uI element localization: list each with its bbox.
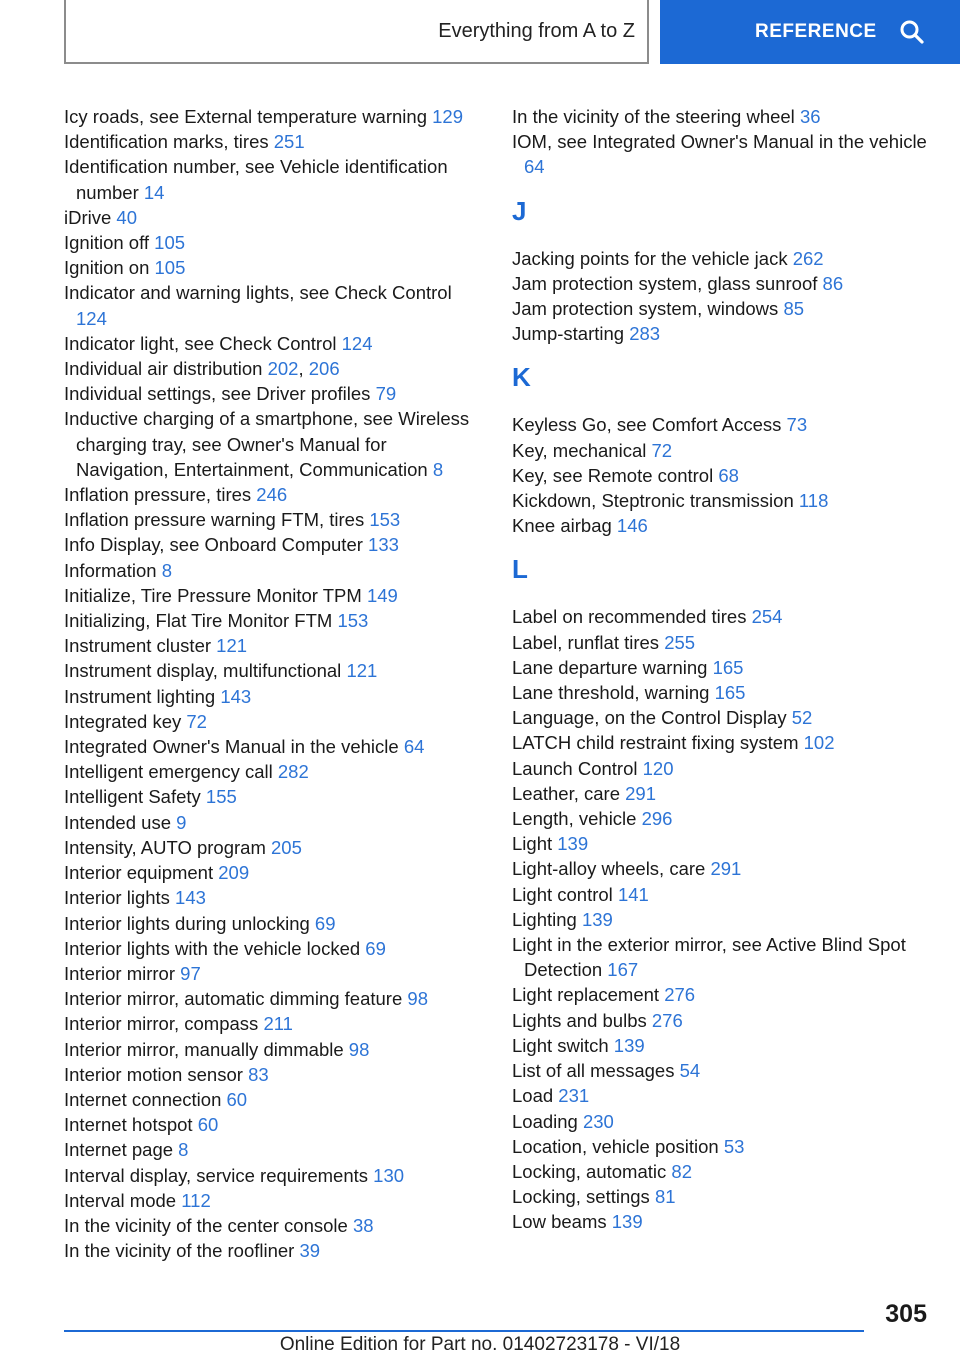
page-link[interactable]: 64 [403,736,425,758]
page-link[interactable]: 81 [654,1186,676,1208]
index-entry [512,513,932,538]
page-link[interactable]: 283 [629,323,661,345]
page-link[interactable]: 82 [671,1160,692,1182]
index-entry [64,558,484,583]
index-letter-heading: J [512,195,527,226]
index-entry [512,680,932,705]
page-link[interactable]: 121 [216,635,248,657]
index-entry [512,1159,932,1184]
chapter-tab[interactable] [660,0,960,64]
index-entry-term: Ignition off [64,232,150,254]
index-entry [512,438,932,463]
index-entry [64,1037,484,1062]
index-entry-term: Keyless Go, see Comfort Access [512,414,782,436]
page-link[interactable]: 98 [407,988,428,1010]
index-entry-term: Leather, care [512,782,620,804]
index-entry [512,655,932,680]
index-entry [64,482,484,507]
index-entry [64,1213,484,1238]
index-entry-term: Lighting [512,908,577,930]
page-link[interactable]: 69 [314,912,336,934]
index-entry-term: List of all messages [512,1060,675,1082]
index-entry-term: Interval mode [64,1189,177,1211]
index-entry [512,129,932,179]
index-entry-term: Integrated key [64,710,182,732]
index-entry-term: Instrument display, multifunctional [64,660,342,682]
index-entry-term: Internet connection [64,1088,222,1110]
index-entry [64,230,484,255]
index-entry-term: Interior lights with the vehicle locked [64,937,361,959]
page-link[interactable]: 53 [723,1135,745,1157]
footer-edition-note: Online Edition for Part no. 01402723178 - VI/18 [279,1334,681,1355]
page-link[interactable]: 54 [679,1060,701,1082]
index-entry-term: Identification number, see Vehicle identification number [64,156,448,203]
page-link[interactable]: 139 [611,1211,643,1233]
index-entry-term: Interior mirror [64,962,176,984]
index-entry-term: Light-alloy wheels, care [512,858,706,880]
section-title-tab [64,0,649,64]
page-link[interactable]: 206 [308,358,340,380]
page-link[interactable]: 36 [799,106,821,127]
page-link[interactable]: 69 [365,937,386,959]
index-entry-term: Individual settings, see Driver profiles [64,383,371,405]
page-link[interactable]: 120 [642,757,674,779]
chapter-label: REFERENCE [755,21,877,42]
index-entry [64,658,484,683]
index-entry-term: Integrated Owner's Manual in the vehicle [64,736,399,758]
index-entry [64,961,484,986]
index-entry [512,856,932,881]
page-link[interactable]: 133 [368,534,399,556]
page-link[interactable]: 282 [277,761,309,783]
page-link[interactable]: 255 [664,631,696,653]
index-entry-term: Lane departure warning [512,656,708,678]
index-entry [512,781,932,806]
index-entry-term: Interior equipment [64,862,214,884]
index-entry-term: Low beams [512,1211,607,1233]
page-link[interactable]: 105 [154,257,186,279]
page-link[interactable]: 205 [271,836,302,858]
index-entry-term: Launch Control [512,757,638,779]
index-entry-term: Interior mirror, compass [64,1013,259,1035]
index-letter-heading: K [512,362,531,393]
index-entry-term: In the vicinity of the steering wheel [512,106,795,127]
page-link[interactable]: 153 [337,610,369,632]
page-link[interactable]: 165 [712,656,744,678]
index-entry [512,1008,932,1033]
page-link[interactable]: 68 [718,464,739,486]
index-entry-term: Internet hotspot [64,1114,193,1136]
index-entry [64,1112,484,1137]
index-entry [512,932,932,982]
index-entry [64,331,484,356]
index-entry [64,860,484,885]
page-link[interactable]: 230 [582,1110,614,1132]
page-link[interactable]: 124 [341,332,373,354]
index-entry [512,488,932,513]
index-entry-term: Key, see Remote control [512,464,714,486]
index-entry [64,784,484,809]
page-link[interactable]: 139 [581,908,613,930]
index-entry [64,154,484,204]
index-entry [512,104,932,129]
page-link[interactable]: 209 [218,862,250,884]
footer-rule [64,1330,864,1332]
page-link[interactable]: 14 [143,181,165,203]
index-entry-term: Interior lights [64,887,170,909]
index-entry [512,1033,932,1058]
page-link[interactable]: 83 [248,1063,269,1085]
page-link[interactable]: 72 [651,439,673,461]
index-entry [64,1163,484,1188]
index-entry-term: Inflation pressure, tires [64,484,252,506]
page-link[interactable]: 141 [617,883,649,905]
index-entry [512,806,932,831]
index-entry [512,1184,932,1209]
index-entry-term: Identification marks, tires [64,131,269,153]
search-icon[interactable] [899,19,925,45]
index-entry-term: iDrive [64,206,112,228]
index-entry-term: Internet page [64,1139,174,1161]
index-entry-term: Information [64,559,157,581]
index-entry-term: In the vicinity of the roofliner [64,1240,295,1262]
index-entry [512,831,932,856]
page-number: 305 [885,1300,927,1328]
index-entry-term: Label on recommended tires [512,606,747,628]
index-entry-term: Interior mirror, automatic dimming feature [64,988,403,1010]
index-entry-term: Language, on the Control Display [512,707,787,729]
index-entry [64,129,484,154]
index-entry [512,882,932,907]
index-entry-term: Key, mechanical [512,439,647,461]
index-entry [512,296,932,321]
index-entry-term: In the vicinity of the center console [64,1214,348,1236]
index-entry [512,1083,932,1108]
index-entry-term: Jacking points for the vehicle jack [512,247,788,269]
page-link[interactable]: 102 [803,732,835,754]
index-entry-term: Locking, automatic [512,1160,667,1182]
page-link[interactable]: 60 [226,1088,248,1110]
page-link[interactable]: 143 [220,685,252,707]
index-entry-term: Label, runflat tires [512,631,660,653]
page-link[interactable]: 64 [524,156,545,178]
index-entry-term: Initialize, Tire Pressure Monitor TPM [64,584,362,606]
index-letter-heading: L [512,554,528,585]
index-entry-term: Light in the exterior mirror, see Active Blind Spot Detection [512,934,906,981]
index-entry-term: Intensity, AUTO program [64,836,266,858]
index-entry [512,730,932,755]
index-entry [512,463,932,488]
page-link[interactable]: 276 [651,1009,683,1031]
index-entry-term: Jam protection system, windows [512,298,779,320]
index-entry [64,1087,484,1112]
index-entry [64,911,484,936]
index-entry [64,583,484,608]
index-entry-term: Length, vehicle [512,808,637,830]
page-link[interactable]: 38 [352,1214,374,1236]
index-entry [64,684,484,709]
index-entry-term: Interior mirror, manually dimmable [64,1038,344,1060]
page-link[interactable]: 130 [373,1164,405,1186]
page-link[interactable]: 146 [616,515,648,537]
index-entry-term: IOM, see Integrated Owner's Manual in the vehicle [512,131,927,153]
page-link[interactable]: 79 [375,383,397,405]
index-entry-term: Interior lights during unlocking [64,912,310,934]
index-column-left [64,104,484,1263]
index-entry [512,412,932,437]
page-link[interactable]: 153 [369,509,401,531]
index-entry-term: Lights and bulbs [512,1009,647,1031]
page-link[interactable]: 276 [664,984,696,1006]
index-entry [512,271,932,296]
index-entry [64,381,484,406]
index-entry-term: Loading [512,1110,578,1132]
page-link[interactable]: 39 [299,1240,321,1262]
page-link[interactable]: 52 [791,707,813,729]
index-entry-term: Interval display, service requirements [64,1164,369,1186]
index-entry-term: Initializing, Flat Tire Monitor FTM [64,610,333,632]
index-entry-term: Indicator and warning lights, see Check Control [64,282,452,304]
page-link[interactable]: 291 [625,782,657,804]
index-entry [64,810,484,835]
index-entry-term: Jam protection system, glass sunroof [512,272,818,294]
index-entry [64,1238,484,1263]
page-link[interactable]: 105 [154,232,186,254]
page-link[interactable]: 8 [432,458,444,480]
index-entry [64,1011,484,1036]
index-entry [64,709,484,734]
index-entry-term: Intended use [64,811,171,833]
index-entry-term: Kickdown, Steptronic transmission [512,490,794,512]
page-link[interactable]: 73 [786,414,808,436]
page-link[interactable]: 60 [197,1114,219,1136]
index-entry [64,633,484,658]
index-entry [64,734,484,759]
index-entry-term: Knee airbag [512,515,612,537]
index-entry-term: Icy roads, see External temperature warning [64,106,427,127]
index-entry [512,1209,932,1234]
index-entry-term: Individual air distribution [64,358,263,380]
page-link[interactable]: 121 [346,660,378,682]
page-link[interactable]: 139 [557,833,589,855]
page-link[interactable]: 139 [613,1034,645,1056]
index-entry [64,1062,484,1087]
page-link[interactable]: 129 [432,106,463,127]
index-entry [64,532,484,557]
index-entry [64,255,484,280]
index-entry [64,1188,484,1213]
page-link[interactable]: 167 [607,959,639,981]
index-entry [64,759,484,784]
index-entry [64,1137,484,1162]
index-entry [512,705,932,730]
index-entry [512,321,932,346]
page-link[interactable]: 231 [558,1085,590,1107]
page-link[interactable]: 291 [710,858,742,880]
index-entry [64,986,484,1011]
index-entry [512,1058,932,1083]
index-entry-term: Lane threshold, warning [512,682,710,704]
page-link[interactable]: 85 [783,298,805,320]
page-link[interactable]: 246 [256,484,288,506]
page-link[interactable]: 124 [76,307,107,329]
index-entry [64,104,484,129]
index-entry [64,835,484,860]
index-entry [512,1109,932,1134]
index-entry-term: Info Display, see Onboard Computer [64,534,363,556]
index-entry-term: Load [512,1085,554,1107]
page-link[interactable]: 149 [366,584,398,606]
index-entry [512,1134,932,1159]
page-link[interactable]: 143 [175,887,206,909]
index-entry [64,507,484,532]
page-link[interactable]: 8 [178,1139,189,1161]
index-entry-term: Interior motion sensor [64,1063,243,1085]
index-entry [64,406,484,482]
index-entry [64,608,484,633]
page-link[interactable]: 118 [798,490,829,512]
index-entry [512,907,932,932]
index-entry-term: Ignition on [64,257,150,279]
page-link[interactable]: 165 [714,682,746,704]
index-entry-term: Jump-starting [512,323,625,345]
index-entry-term: Inflation pressure warning FTM, tires [64,509,365,531]
index-column-right [512,104,932,1235]
page-link[interactable]: 8 [161,559,172,581]
index-entry-term: Indicator light, see Check Control [64,332,337,354]
index-entry [512,604,932,629]
page-link[interactable]: 251 [273,131,305,153]
index-entry-term: Inductive charging of a smartphone, see Wireless charging tray, see Owner's Manual for Navigation, Entertainment, Communication [64,408,470,480]
page-link[interactable]: 112 [181,1189,211,1211]
page-link[interactable]: 98 [348,1038,370,1060]
index-entry [64,936,484,961]
index-entry-term: Light control [512,883,613,905]
page-link[interactable]: 97 [180,962,201,984]
index-entry-term: Locking, settings [512,1186,650,1208]
index-entry-term: Intelligent emergency call [64,761,273,783]
index-entry-term: LATCH child restraint fixing system [512,732,799,754]
page-link[interactable]: 40 [116,206,137,228]
index-entry [512,246,932,271]
index-entry-term: Light [512,833,553,855]
page-link[interactable]: 202 [267,358,299,380]
index-entry-term: Intelligent Safety [64,786,201,808]
index-entry [512,630,932,655]
index-entry-term: Instrument lighting [64,685,216,707]
index-entry [64,885,484,910]
page-link[interactable]: 262 [792,247,824,269]
page-link[interactable]: 155 [205,786,237,808]
page-link[interactable]: 9 [176,811,187,833]
page-link[interactable]: 86 [822,272,844,294]
index-entry [64,280,484,330]
page-link[interactable]: 72 [186,710,207,732]
index-entry-term: Light switch [512,1034,609,1056]
index-entry [512,756,932,781]
index-entry-term: Instrument cluster [64,635,212,657]
index-entry [64,205,484,230]
index-entry-term: Location, vehicle position [512,1135,719,1157]
page-link[interactable]: 211 [263,1013,293,1035]
index-entry [512,982,932,1007]
index-entry-term: Light replacement [512,984,660,1006]
index-entry: Individual air distribution 202, 206 [64,358,340,380]
page-link[interactable]: 254 [751,606,783,628]
page-link[interactable]: 296 [641,808,673,830]
section-title: Everything from A to Z [438,19,635,42]
